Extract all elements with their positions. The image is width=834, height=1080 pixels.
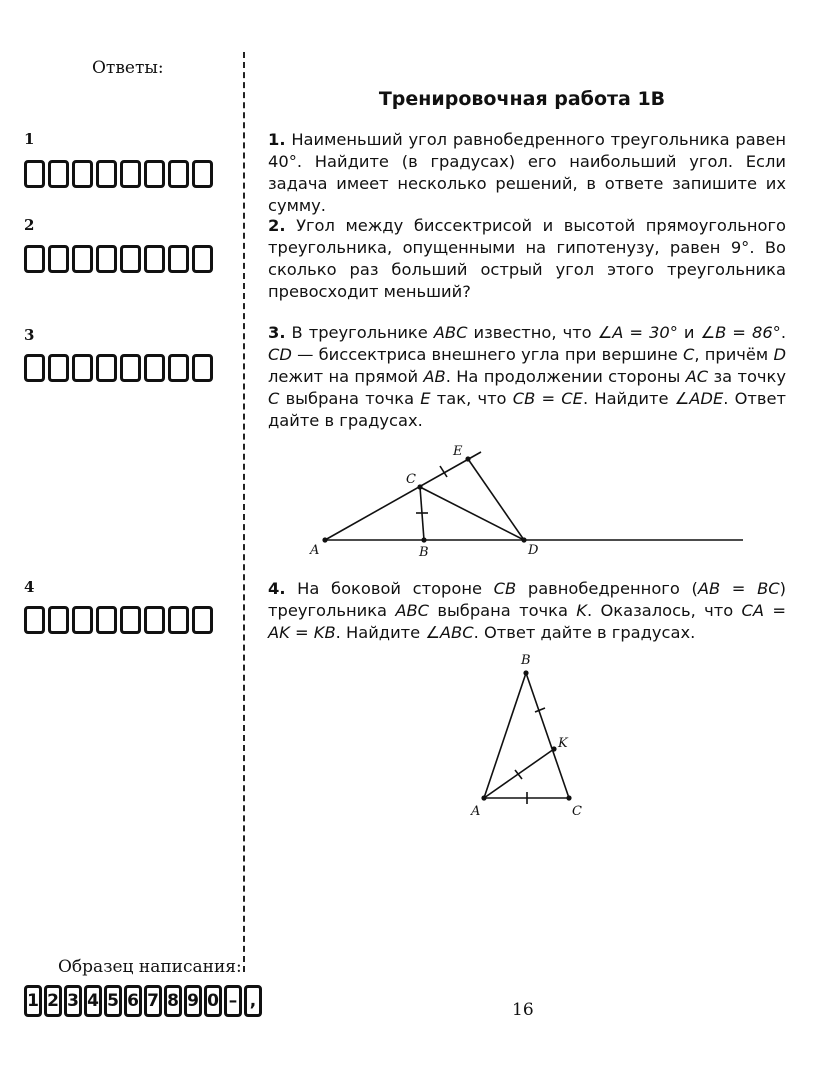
problem-3-text: выбрана точка <box>279 389 421 408</box>
problem-3-text: известно, что <box>467 323 598 342</box>
sample-char: 9 <box>184 985 202 1017</box>
sample-char: – <box>224 985 242 1017</box>
problem-2-number: 2. <box>268 216 286 235</box>
problem-3-math: E <box>420 389 431 408</box>
answer-number-3: 3 <box>24 326 35 344</box>
problem-4-text: равнобедренного ( <box>516 579 698 598</box>
answer-cell[interactable] <box>144 245 165 273</box>
segment-cd <box>420 487 524 540</box>
answer-cell[interactable] <box>192 354 213 382</box>
answer-cell[interactable] <box>120 245 141 273</box>
answer-number-2: 2 <box>24 216 35 234</box>
figure-problem-4 <box>460 650 600 825</box>
answer-cell[interactable] <box>24 354 45 382</box>
problem-3-math: AC <box>685 367 709 386</box>
problem-4-text: . Оказалось, что <box>586 601 742 620</box>
sample-char: 1 <box>24 985 42 1017</box>
problem-3-text: так, что <box>430 389 513 408</box>
sample-writing-row <box>24 985 262 1017</box>
sample-char: , <box>244 985 262 1017</box>
answer-cell[interactable] <box>24 245 45 273</box>
answer-cell[interactable] <box>168 354 189 382</box>
problem-4-math: ∠ABC <box>425 623 474 642</box>
page-title: Тренировочная работа 1В <box>378 88 666 110</box>
label-b: B <box>521 653 531 668</box>
segment-ae <box>325 452 481 540</box>
sample-writing-label: Образец написания: <box>58 957 242 977</box>
problem-4-text: . Ответ дайте в градусах. <box>473 623 696 642</box>
problem-3-math: C <box>682 345 695 364</box>
point-e <box>465 456 470 461</box>
problem-3-text: — биссектриса внешнего угла при вершине <box>291 345 683 364</box>
problem-4-math: AB = BC <box>697 579 780 598</box>
segment-ed <box>468 459 524 540</box>
answer-cell[interactable] <box>120 160 141 188</box>
segment-ab <box>484 673 526 798</box>
problem-3-number: 3. <box>268 323 286 342</box>
answer-boxes-1[interactable] <box>24 160 213 188</box>
answer-cell[interactable] <box>72 354 93 382</box>
point-k <box>551 746 556 751</box>
figure-problem-3 <box>300 440 760 565</box>
problem-3-text: . На продолжении стороны <box>445 367 686 386</box>
label-b: B <box>419 545 429 560</box>
problem-3-text: лежит на прямой <box>268 367 424 386</box>
problem-4-text: . Найдите <box>335 623 426 642</box>
answer-cell[interactable] <box>72 245 93 273</box>
answer-cell[interactable] <box>48 245 69 273</box>
problem-3-math: ∠B = 86° <box>700 323 781 342</box>
problem-3-text: и <box>677 323 701 342</box>
answer-cell[interactable] <box>168 160 189 188</box>
problem-1-text: Наименьший угол равнобедренного треугольника равен 40°. Найдите (в градусах) его наибольший угол. Если задача имеет несколько решений, в ответе запишите их сумму. <box>268 130 786 215</box>
label-c: C <box>572 804 582 819</box>
point-b <box>421 537 426 542</box>
answer-cell[interactable] <box>120 354 141 382</box>
problem-1-number: 1. <box>268 130 286 149</box>
sample-char: 2 <box>44 985 62 1017</box>
answer-boxes-2[interactable] <box>24 245 213 273</box>
answer-cell[interactable] <box>96 160 117 188</box>
answer-cell[interactable] <box>24 606 45 634</box>
label-a: A <box>310 543 320 558</box>
problem-4-math: ABC <box>395 601 430 620</box>
answer-cell[interactable] <box>192 606 213 634</box>
sample-char: 3 <box>64 985 82 1017</box>
answer-number-4: 4 <box>24 578 35 596</box>
sample-char: 5 <box>104 985 122 1017</box>
answer-cell[interactable] <box>168 245 189 273</box>
answer-cell[interactable] <box>120 606 141 634</box>
label-a: A <box>471 804 481 819</box>
problem-3-math: ∠ADE <box>674 389 724 408</box>
problem-4-number: 4. <box>268 579 286 598</box>
problem-4 <box>268 578 786 644</box>
problem-3-text: за точку <box>708 367 786 386</box>
cut-line-divider <box>243 52 245 972</box>
label-d: D <box>528 543 539 558</box>
label-k: K <box>558 736 568 751</box>
answers-heading: Ответы: <box>92 58 164 78</box>
problem-4-math: K <box>576 601 587 620</box>
answer-cell[interactable] <box>72 606 93 634</box>
problem-3 <box>268 322 786 432</box>
answer-cell[interactable] <box>192 160 213 188</box>
answer-cell[interactable] <box>144 606 165 634</box>
segment-ak <box>484 749 554 798</box>
problem-1 <box>268 129 786 217</box>
answer-cell[interactable] <box>72 160 93 188</box>
answer-cell[interactable] <box>48 354 69 382</box>
problem-4-text: выбрана точка <box>429 601 577 620</box>
problem-4-math: CB <box>493 579 517 598</box>
answer-cell[interactable] <box>144 354 165 382</box>
problem-3-math: D <box>773 345 786 364</box>
answer-cell[interactable] <box>96 354 117 382</box>
answer-cell[interactable] <box>168 606 189 634</box>
problem-3-math: ∠A = 30° <box>597 323 678 342</box>
sample-char: 6 <box>124 985 142 1017</box>
answer-cell[interactable] <box>24 160 45 188</box>
sample-char: 0 <box>204 985 222 1017</box>
answer-boxes-3[interactable] <box>24 354 213 382</box>
point-c <box>566 795 571 800</box>
answer-cell[interactable] <box>144 160 165 188</box>
problem-2 <box>268 215 786 303</box>
sample-char: 7 <box>144 985 162 1017</box>
problem-3-math: CB = CE <box>512 389 583 408</box>
problem-4-text: ) треугольника <box>268 579 786 620</box>
problem-4-math: CA = AK = KB <box>268 601 786 642</box>
problem-3-math: AB <box>423 367 446 386</box>
problem-4-text: На боковой стороне <box>297 579 494 598</box>
answer-cell[interactable] <box>48 606 69 634</box>
answer-boxes-4[interactable] <box>24 606 213 634</box>
problem-3-text: . <box>780 323 787 342</box>
page-number: 16 <box>512 1000 534 1020</box>
problem-3-text: В треугольнике <box>291 323 434 342</box>
sample-char: 4 <box>84 985 102 1017</box>
problem-3-math: ABC <box>433 323 468 342</box>
point-b <box>523 670 528 675</box>
answer-cell[interactable] <box>96 245 117 273</box>
point-a <box>322 537 327 542</box>
point-d <box>521 537 526 542</box>
problem-3-math: CD <box>268 345 292 364</box>
answer-cell[interactable] <box>48 160 69 188</box>
point-c <box>417 484 422 489</box>
problem-3-text: . Найдите <box>582 389 675 408</box>
label-e: E <box>453 444 463 459</box>
answer-cell[interactable] <box>192 245 213 273</box>
problem-2-text: Угол между биссектрисой и высотой прямоугольного треугольника, опущенными на гипотенузу, равен 9°. Во сколько раз больший острый угол этого треугольника превосходит меньший? <box>268 216 786 301</box>
answer-number-1: 1 <box>24 130 35 148</box>
problem-3-math: C <box>268 389 280 408</box>
problem-3-text: . Ответ дайте в градусах. <box>268 389 787 430</box>
answer-cell[interactable] <box>96 606 117 634</box>
point-a <box>481 795 486 800</box>
sample-char: 8 <box>164 985 182 1017</box>
label-c: C <box>406 472 416 487</box>
problem-3-text: , причём <box>694 345 774 364</box>
